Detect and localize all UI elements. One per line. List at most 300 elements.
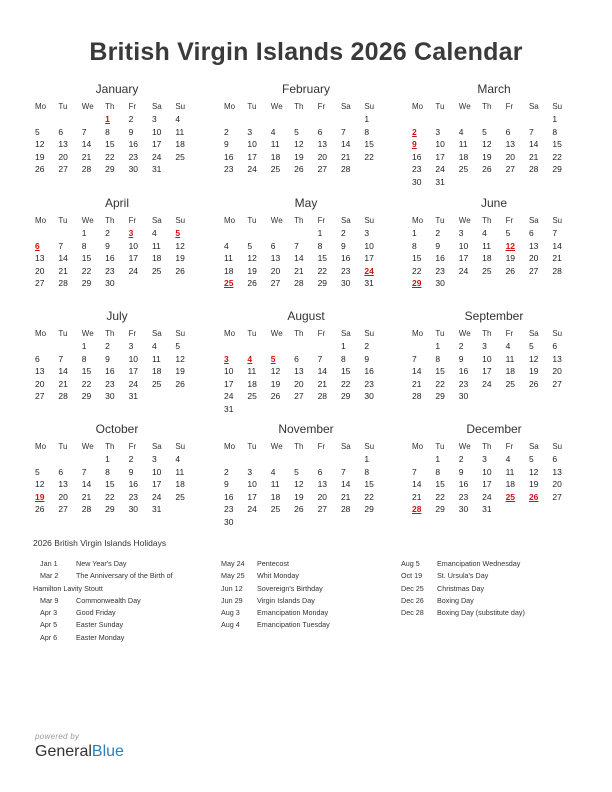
- empty-day-cell: [247, 113, 270, 126]
- empty-day-cell: [224, 113, 247, 126]
- day-cell: 10: [435, 139, 445, 150]
- holiday-date: Oct 19: [401, 571, 423, 581]
- weekday-header: Th: [294, 329, 304, 338]
- day-cell: 13: [35, 253, 45, 264]
- day-cell: 10: [128, 353, 139, 364]
- day-cell: 3: [482, 454, 487, 464]
- day-cell: 1: [81, 341, 87, 351]
- day-cell: 12: [528, 353, 539, 364]
- holiday-date: Apr 3: [40, 608, 58, 618]
- day-cell: 27: [35, 278, 45, 289]
- month-name: August: [287, 309, 325, 323]
- day-cell: 25: [151, 378, 162, 389]
- month-days-grid: [412, 214, 576, 290]
- day-cell: 8: [412, 240, 417, 251]
- day-cell: 9: [458, 466, 464, 477]
- day-cell: 7: [58, 240, 64, 251]
- day-cell: 4: [458, 126, 464, 137]
- day-cell: 19: [294, 491, 304, 502]
- weekday-header: Mo: [224, 216, 236, 225]
- holiday-date: Jan 1: [40, 559, 58, 568]
- holiday-day-cell: 4: [247, 353, 253, 364]
- day-cell: 19: [528, 366, 539, 377]
- footer-logo: [35, 732, 124, 761]
- day-cell: 14: [58, 253, 68, 264]
- weekday-header: Su: [175, 102, 186, 111]
- day-cell: 24: [224, 391, 234, 402]
- weekday-header: Th: [294, 442, 304, 451]
- day-cell: 14: [58, 366, 68, 377]
- holiday-name: New Year's Day: [76, 559, 127, 568]
- day-cell: 8: [81, 353, 87, 364]
- empty-day-cell: [412, 113, 435, 126]
- day-cell: 6: [58, 126, 64, 137]
- day-cell: 7: [81, 466, 87, 477]
- weekday-header: Su: [552, 216, 563, 225]
- day-cell: 18: [175, 479, 185, 490]
- day-cell: 16: [435, 253, 445, 264]
- weekday-header: Sa: [151, 329, 162, 338]
- day-cell: 9: [105, 353, 110, 364]
- day-cell: 26: [482, 164, 492, 175]
- day-cell: 13: [505, 139, 516, 150]
- weekday-header: We: [81, 216, 94, 225]
- day-cell: 10: [482, 353, 492, 364]
- day-cell: 29: [81, 278, 92, 289]
- holiday-date: Apr 5: [40, 620, 58, 630]
- holiday-date: Dec 26: [401, 595, 424, 605]
- day-cell: 7: [412, 353, 417, 364]
- day-cell: 20: [270, 265, 281, 276]
- day-cell: 24: [247, 504, 257, 515]
- month-days-grid: [412, 100, 576, 189]
- day-cell: 3: [364, 228, 370, 238]
- day-cell: 13: [528, 240, 539, 251]
- day-cell: 11: [224, 253, 233, 264]
- day-cell: 13: [552, 353, 562, 364]
- day-cell: 24: [128, 378, 139, 389]
- weekday-header: Sa: [151, 442, 162, 451]
- day-cell: 7: [294, 240, 299, 251]
- weekday-header: We: [270, 329, 283, 338]
- weekday-header: Tu: [247, 442, 257, 451]
- day-cell: 4: [224, 240, 229, 251]
- empty-day-cell: [271, 227, 294, 240]
- holiday-day-cell: 2: [412, 126, 417, 137]
- weekday-header: Th: [482, 102, 492, 111]
- weekday-header: Tu: [247, 102, 257, 111]
- holiday-name: Emancipation Monday: [257, 608, 329, 618]
- day-cell: 21: [58, 265, 68, 276]
- day-cell: 1: [364, 114, 370, 124]
- empty-day-cell: [459, 113, 482, 126]
- day-cell: 28: [294, 278, 304, 289]
- day-cell: 2: [128, 454, 134, 464]
- brand-part-blue: Blue: [91, 743, 124, 760]
- day-cell: 1: [552, 114, 558, 124]
- day-cell: 19: [482, 151, 492, 162]
- weekday-header: We: [458, 329, 471, 338]
- day-cell: 10: [247, 479, 257, 490]
- month-name: January: [95, 82, 139, 96]
- month-name: July: [106, 309, 128, 323]
- month-days-grid: [412, 327, 576, 403]
- day-cell: 6: [505, 126, 511, 137]
- day-cell: 1: [81, 228, 87, 238]
- empty-day-cell: [412, 453, 435, 466]
- weekday-header: Th: [105, 442, 115, 451]
- day-cell: 17: [364, 253, 374, 264]
- weekday-header: We: [81, 329, 94, 338]
- holiday-row: [221, 607, 330, 619]
- day-cell: 20: [35, 378, 45, 389]
- day-cell: 17: [128, 366, 139, 377]
- holiday-day-cell: 6: [35, 240, 40, 251]
- weekday-header: Sa: [340, 442, 351, 451]
- weekday-header: Su: [175, 442, 186, 451]
- weekday-header: Fr: [505, 329, 514, 338]
- day-cell: 29: [340, 391, 351, 402]
- day-cell: 11: [151, 353, 161, 364]
- day-cell: 5: [528, 454, 534, 464]
- day-cell: 23: [105, 265, 115, 276]
- day-cell: 1: [364, 454, 370, 464]
- weekday-header: Fr: [317, 216, 326, 225]
- day-cell: 10: [247, 139, 257, 150]
- day-cell: 24: [151, 491, 162, 502]
- day-cell: 8: [81, 240, 87, 251]
- day-cell: 28: [528, 164, 539, 175]
- day-cell: 11: [151, 240, 161, 251]
- weekday-header: Su: [364, 216, 375, 225]
- weekday-header: Mo: [35, 216, 47, 225]
- day-cell: 23: [224, 504, 234, 515]
- month-february: [224, 82, 388, 176]
- day-cell: 13: [294, 366, 304, 377]
- weekday-header: Sa: [151, 216, 162, 225]
- day-cell: 19: [294, 151, 304, 162]
- day-cell: 8: [435, 353, 441, 364]
- day-cell: 22: [317, 265, 328, 276]
- day-cell: 25: [247, 391, 257, 402]
- day-cell: 6: [552, 341, 558, 351]
- month-name: September: [464, 309, 524, 323]
- weekday-header: Mo: [412, 102, 424, 111]
- brand-part-general: General: [35, 743, 92, 760]
- month-days-grid: [412, 440, 576, 516]
- day-cell: 23: [224, 164, 234, 175]
- holiday-row: [221, 558, 330, 570]
- day-cell: 9: [224, 479, 229, 490]
- day-cell: 12: [294, 139, 304, 150]
- weekday-header: Th: [294, 216, 304, 225]
- day-cell: 8: [364, 466, 370, 477]
- weekday-header: Sa: [340, 329, 351, 338]
- day-cell: 22: [364, 491, 374, 502]
- weekday-header: Sa: [151, 102, 162, 111]
- month-july: [35, 309, 199, 403]
- day-cell: 27: [35, 391, 45, 402]
- empty-day-cell: [318, 340, 341, 353]
- weekday-header: Mo: [412, 216, 424, 225]
- day-cell: 17: [128, 253, 139, 264]
- month-name: February: [281, 82, 331, 96]
- day-cell: 20: [58, 491, 68, 502]
- holiday-name: Commonwealth Day: [76, 595, 141, 605]
- day-cell: 1: [435, 341, 441, 351]
- month-days-grid: [224, 214, 388, 290]
- weekday-header: Sa: [528, 329, 539, 338]
- day-cell: 22: [435, 491, 445, 502]
- day-cell: 20: [317, 491, 328, 502]
- day-cell: 25: [270, 504, 281, 515]
- empty-day-cell: [224, 340, 247, 353]
- holiday-name: Whit Monday: [257, 571, 299, 581]
- day-cell: 5: [35, 466, 40, 477]
- day-cell: 8: [105, 466, 110, 477]
- weekday-header: Tu: [435, 329, 445, 338]
- day-cell: 18: [505, 366, 516, 377]
- day-cell: 18: [247, 378, 257, 389]
- day-cell: 15: [552, 139, 562, 150]
- day-cell: 13: [270, 253, 281, 264]
- day-cell: 6: [317, 466, 323, 477]
- holiday-date: Jun 12: [221, 583, 243, 593]
- day-cell: 10: [128, 240, 139, 251]
- day-cell: 9: [105, 240, 110, 251]
- day-cell: 7: [528, 126, 534, 137]
- month-may: [224, 196, 388, 290]
- day-cell: 1: [340, 341, 346, 351]
- holiday-row: [40, 558, 173, 570]
- day-cell: 20: [58, 151, 68, 162]
- holiday-row: [221, 583, 330, 595]
- month-days-grid: [224, 100, 388, 176]
- day-cell: 31: [435, 176, 445, 187]
- day-cell: 4: [270, 126, 276, 137]
- empty-day-cell: [482, 113, 505, 126]
- day-cell: 12: [482, 139, 492, 150]
- day-cell: 22: [81, 265, 92, 276]
- day-cell: 10: [458, 240, 469, 251]
- day-cell: 30: [105, 391, 115, 402]
- day-cell: 28: [58, 278, 68, 289]
- day-cell: 28: [340, 504, 351, 515]
- day-cell: 5: [294, 466, 299, 477]
- day-cell: 10: [151, 126, 162, 137]
- weekday-header: Su: [552, 442, 563, 451]
- day-cell: 4: [505, 454, 511, 464]
- day-cell: 19: [270, 378, 281, 389]
- day-cell: 14: [528, 139, 539, 150]
- day-cell: 18: [224, 265, 234, 276]
- weekday-header: Mo: [35, 442, 47, 451]
- holiday-row: [40, 632, 173, 644]
- day-cell: 6: [528, 228, 534, 238]
- weekday-header: Su: [364, 102, 375, 111]
- holiday-name: Boxing Day: [437, 595, 474, 605]
- holiday-name: Easter Monday: [76, 632, 125, 642]
- holiday-date: May 25: [221, 571, 245, 581]
- day-cell: 15: [105, 139, 115, 150]
- day-cell: 14: [294, 253, 304, 264]
- weekday-header: We: [270, 442, 283, 451]
- day-cell: 17: [151, 479, 162, 490]
- empty-day-cell: [506, 113, 529, 126]
- weekday-header: Fr: [128, 442, 137, 451]
- empty-day-cell: [224, 227, 247, 240]
- holiday-day-cell: 25: [224, 278, 234, 289]
- day-cell: 22: [412, 265, 422, 276]
- day-cell: 4: [175, 114, 181, 124]
- day-cell: 24: [482, 491, 492, 502]
- day-cell: 21: [81, 491, 92, 502]
- weekday-header: We: [270, 216, 283, 225]
- day-cell: 6: [294, 353, 299, 364]
- day-cell: 5: [505, 228, 511, 238]
- month-days-grid: [224, 440, 388, 529]
- day-cell: 8: [435, 466, 441, 477]
- day-cell: 31: [128, 391, 139, 402]
- day-cell: 18: [270, 151, 281, 162]
- holiday-day-cell: 12: [505, 240, 516, 251]
- day-cell: 9: [340, 240, 346, 251]
- holiday-name: Easter Sunday: [76, 620, 124, 630]
- weekday-header: Fr: [505, 216, 514, 225]
- empty-day-cell: [294, 340, 317, 353]
- day-cell: 12: [175, 240, 185, 251]
- day-cell: 3: [151, 454, 157, 464]
- holiday-date: Jun 29: [221, 595, 243, 605]
- day-cell: 29: [81, 391, 92, 402]
- day-cell: 25: [482, 265, 492, 276]
- day-cell: 7: [317, 353, 323, 364]
- month-name: March: [477, 82, 511, 96]
- day-cell: 15: [435, 366, 445, 377]
- day-cell: 2: [364, 341, 370, 351]
- weekday-header: Sa: [528, 216, 539, 225]
- day-cell: 10: [224, 366, 234, 377]
- day-cell: 30: [340, 278, 351, 289]
- day-cell: 3: [151, 114, 157, 124]
- day-cell: 29: [364, 504, 374, 515]
- day-cell: 22: [81, 378, 92, 389]
- day-cell: 7: [552, 228, 558, 238]
- holiday-day-cell: 1: [105, 114, 110, 124]
- empty-day-cell: [341, 113, 364, 126]
- day-cell: 23: [128, 151, 139, 162]
- day-cell: 8: [340, 353, 346, 364]
- day-cell: 4: [151, 228, 157, 238]
- weekday-header: Su: [552, 329, 563, 338]
- day-cell: 28: [412, 391, 422, 402]
- day-cell: 24: [458, 265, 469, 276]
- month-days-grid: [35, 100, 199, 176]
- day-cell: 10: [482, 466, 492, 477]
- empty-day-cell: [271, 340, 294, 353]
- day-cell: 28: [317, 391, 328, 402]
- day-cell: 20: [35, 265, 45, 276]
- day-cell: 1: [412, 228, 417, 238]
- day-cell: 25: [175, 151, 185, 162]
- day-cell: 21: [340, 491, 351, 502]
- day-cell: 21: [412, 378, 422, 389]
- day-cell: 16: [340, 253, 351, 264]
- holiday-day-cell: 3: [128, 228, 134, 238]
- holiday-row: [40, 619, 173, 631]
- day-cell: 23: [458, 378, 469, 389]
- empty-day-cell: [294, 453, 317, 466]
- day-cell: 22: [364, 151, 374, 162]
- day-cell: 20: [505, 151, 516, 162]
- month-name: April: [104, 196, 129, 210]
- day-cell: 14: [81, 139, 92, 150]
- day-cell: 29: [435, 504, 445, 515]
- day-cell: 9: [435, 240, 441, 251]
- day-cell: 24: [247, 164, 257, 175]
- day-cell: 26: [294, 164, 304, 175]
- month-june: [412, 196, 576, 290]
- holiday-day-cell: 24: [364, 265, 374, 276]
- holiday-row: [40, 595, 173, 607]
- day-cell: 15: [81, 253, 92, 264]
- day-cell: 12: [35, 479, 45, 490]
- day-cell: 20: [528, 253, 539, 264]
- month-april: [35, 196, 199, 290]
- day-cell: 6: [58, 466, 64, 477]
- holiday-name: Pentecost: [257, 559, 289, 568]
- day-cell: 7: [340, 126, 346, 137]
- empty-day-cell: [82, 453, 105, 466]
- weekday-header: We: [270, 102, 283, 111]
- day-cell: 15: [317, 253, 328, 264]
- month-days-grid: [35, 214, 199, 290]
- day-cell: 26: [270, 391, 281, 402]
- day-cell: 21: [317, 378, 328, 389]
- day-cell: 23: [364, 378, 374, 389]
- holiday-date: Aug 3: [221, 608, 240, 618]
- weekday-header: Tu: [58, 102, 68, 111]
- month-name: October: [95, 422, 139, 436]
- holiday-name: Emancipation Tuesday: [257, 620, 330, 630]
- day-cell: 27: [552, 491, 562, 502]
- day-cell: 27: [505, 164, 516, 175]
- day-cell: 30: [458, 504, 469, 515]
- weekday-header: Mo: [224, 442, 236, 451]
- day-cell: 11: [482, 240, 491, 251]
- day-cell: 3: [435, 126, 441, 137]
- day-cell: 6: [270, 240, 276, 251]
- holiday-day-cell: 25: [505, 491, 516, 502]
- day-cell: 31: [364, 278, 374, 289]
- day-cell: 15: [340, 366, 351, 377]
- day-cell: 5: [175, 341, 181, 351]
- day-cell: 2: [128, 114, 134, 124]
- day-cell: 13: [552, 466, 562, 477]
- day-cell: 6: [552, 454, 558, 464]
- holiday-day-cell: 29: [412, 278, 422, 289]
- day-cell: 30: [412, 176, 422, 187]
- holiday-row: [221, 595, 330, 607]
- weekday-header: Fr: [128, 329, 137, 338]
- weekday-header: Fr: [505, 102, 514, 111]
- day-cell: 1: [435, 454, 441, 464]
- day-cell: 19: [175, 253, 185, 264]
- day-cell: 16: [128, 479, 139, 490]
- day-cell: 17: [247, 491, 257, 502]
- day-cell: 14: [81, 479, 92, 490]
- day-cell: 3: [458, 228, 464, 238]
